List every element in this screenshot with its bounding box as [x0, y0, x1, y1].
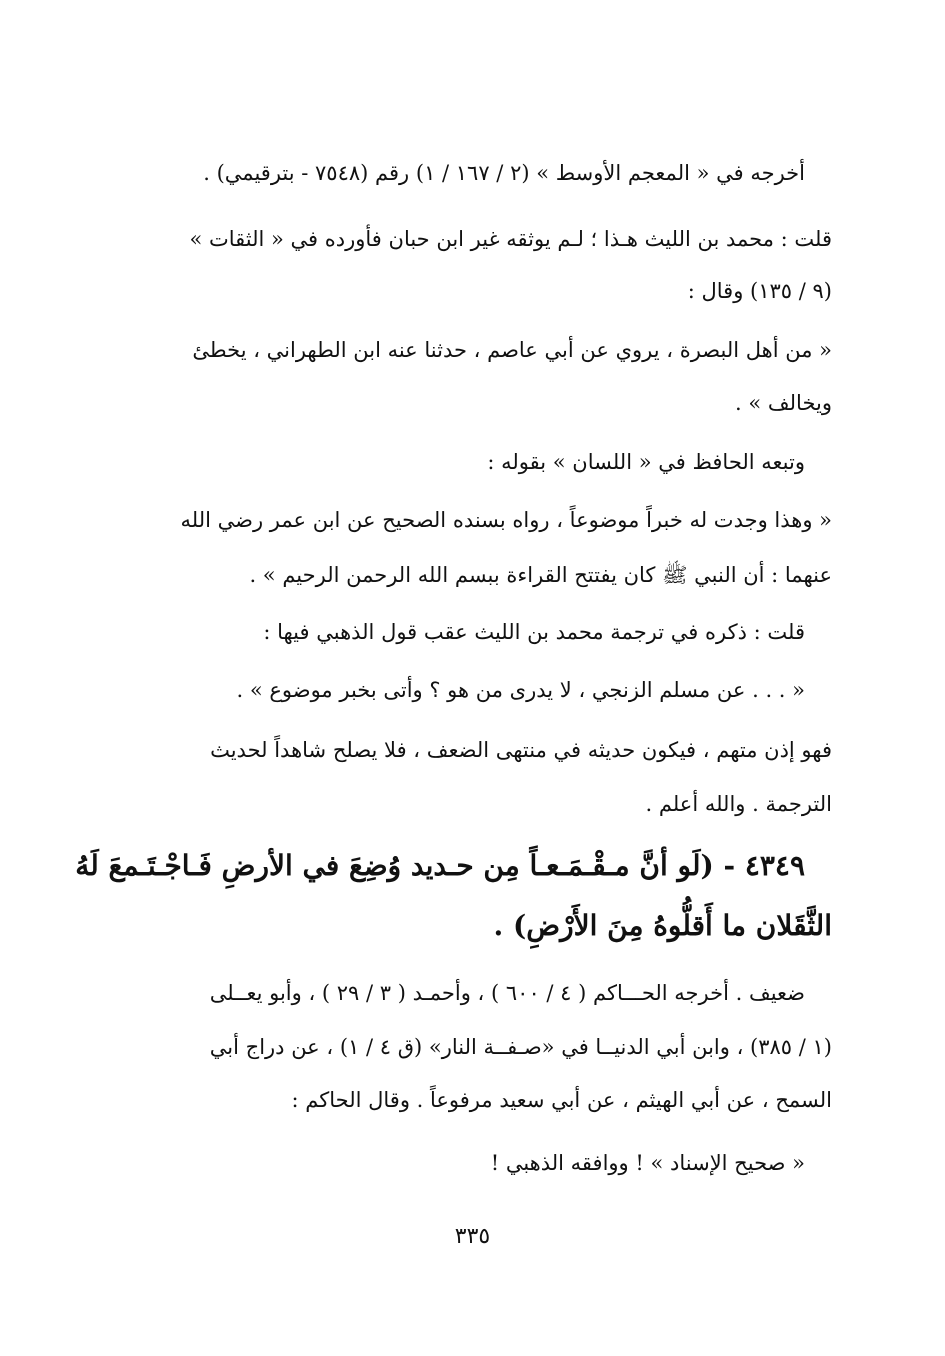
takhrij-line: (١ / ٣٨٥) ، وابن أبي الدنيــا في «صـفــة النار» (ق ٤ / ١) ، عن دراج أبي — [209, 1035, 832, 1059]
paragraph-line: قلت : محمد بن الليث هـذا ؛ لـم يوثقه غير ابن حبان فأورده في « الثقات » — [189, 227, 832, 251]
paragraph-line: (٩ / ١٣٥) وقال : — [687, 279, 832, 303]
paragraph-line: وتبعه الحافظ في « اللسان » بقوله : — [487, 450, 805, 474]
quote-line: « صحيح الإسناد » ! ووافقه الذهبي ! — [490, 1151, 805, 1175]
paragraph-line: الترجمة . والله أعلم . — [645, 792, 832, 816]
quote-line: « وهذا وجدت له خبراً موضوعاً ، رواه بسنده الصحيح عن ابن عمر رضي الله — [180, 508, 832, 532]
paragraph-line: فهو إذن متهم ، فيكون حديثه في منتهى الضعف ، فلا يصلح شاهداً لحديث — [210, 738, 832, 762]
hadith-heading: ٤٣٤٩ - (لَو أنَّ مـقْـمَـعـاً مِن حـديد وُضِعَ في الأرضِ فَـاجْـتَـمعَ لَهُ — [75, 849, 805, 882]
quote-line: « من أهل البصرة ، يروي عن أبي عاصم ، حدثنا عنه ابن الطهراني ، يخطئ — [192, 338, 832, 362]
quote-line: « . . . عن مسلم الزنجي ، لا يدرى من هو ؟ وأتى بخبر موضوع » . — [236, 678, 805, 702]
paragraph-line: قلت : ذكره في ترجمة محمد بن الليث عقب قول الذهبي فيها : — [263, 620, 805, 644]
takhrij-line: ضعيف . أخرجه الحـــاكم ( ٤ / ٦٠٠ ) ، وأحمـد ( ٣ / ٢٩ ) ، وأبو يعــلى — [209, 981, 805, 1005]
quote-line: ويخالف » . — [735, 391, 832, 415]
paragraph-line: أخرجه في « المعجم الأوسط » (٢ / ١٦٧ / ١) رقم (٧٥٤٨ - بترقيمي) . — [203, 161, 805, 185]
page-number: ٣٣٥ — [454, 1224, 491, 1249]
quote-line: عنهما : أن النبي ﷺ كان يفتتح القراءة ببسم الله الرحمن الرحيم » . — [249, 563, 832, 587]
takhrij-line: السمح ، عن أبي الهيثم ، عن أبي سعيد مرفوعاً . وقال الحاكم : — [291, 1088, 832, 1112]
hadith-heading: الثَّقَلان ما أَقلُّوهُ مِنَ الأَرْضِ) . — [493, 909, 832, 942]
